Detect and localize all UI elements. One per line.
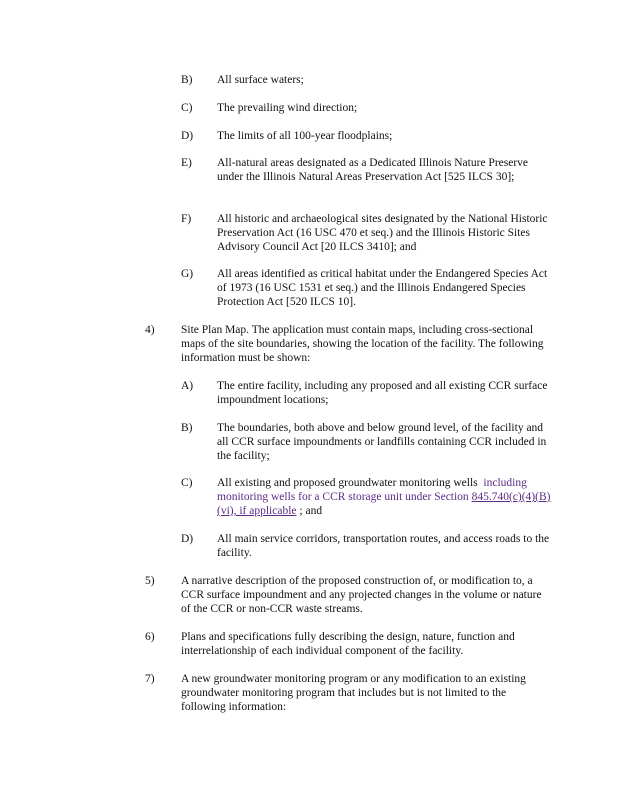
item-text: All-natural areas designated as a Dedicated Illinois Nature Preserve under the Illinois Natural Areas Preservation Act [525 ILCS 30]; [217, 157, 529, 183]
item-label: A) [181, 380, 194, 392]
item-text: The entire facility, including any proposed and all existing CCR surface impoundment locations; [217, 380, 548, 406]
item-text: All surface waters; [217, 74, 304, 86]
item-label: D) [181, 130, 194, 142]
item-label: C) [181, 102, 193, 114]
item-label: B) [181, 74, 193, 86]
item-text: The prevailing wind direction; [217, 102, 358, 114]
item-text-tail: ; and [299, 505, 323, 517]
item-label: C) [181, 477, 193, 489]
item-text: A narrative description of the proposed construction of, or modification to, a CCR surface impoundment and any projected changes in the volume or nature of the CCR or non-CCR waste streams. [181, 575, 542, 615]
inserted-section-link[interactable]: 845.740(c)(4)(B)(vi), if applicable [217, 491, 551, 517]
item-text: All main service corridors, transportation routes, and access roads to the facility. [217, 533, 550, 559]
inserted-text: including monitoring wells for a CCR storage unit under Section [217, 477, 527, 503]
item-text: The limits of all 100-year floodplains; [217, 130, 393, 142]
item-label: D) [181, 533, 194, 545]
item-label: E) [181, 157, 192, 169]
item-text: The boundaries, both above and below ground level, of the facility and all CCR surface impoundments or landfills containing CCR included in the facility; [217, 422, 547, 462]
item-label: B) [181, 422, 193, 434]
item-text: All historic and archaeological sites designated by the National Historic Preservation Act (16 USC 470 et seq.) and the Illinois Historic Sites Advisory Council Act [20 ILCS 3410]; and [217, 213, 548, 253]
item-label: 4) [145, 324, 155, 336]
item-text: Plans and specifications fully describing the design, nature, function and interrelationship of each individual component of the facility. [181, 631, 515, 657]
item-label: G) [181, 268, 194, 280]
item-label: 6) [145, 631, 155, 643]
item-text-base: All existing and proposed groundwater monitoring wells [217, 477, 478, 489]
item-label: F) [181, 213, 192, 225]
item-text: A new groundwater monitoring program or any modification to an existing groundwater monitoring program that includes but is not limited to the following information: [181, 673, 526, 713]
item-text: Site Plan Map. The application must contain maps, including cross-sectional maps of the site boundaries, showing the location of the facility. The following information must be shown: [181, 324, 544, 364]
item-label: 7) [145, 673, 155, 685]
item-text [217, 476, 557, 518]
item-label: 5) [145, 575, 155, 587]
item-text: All areas identified as critical habitat under the Endangered Species Act of 1973 (16 USC 1531 et seq.) and the Illinois Endangered Species Protection Act [520 ILCS 10]. [217, 268, 548, 308]
